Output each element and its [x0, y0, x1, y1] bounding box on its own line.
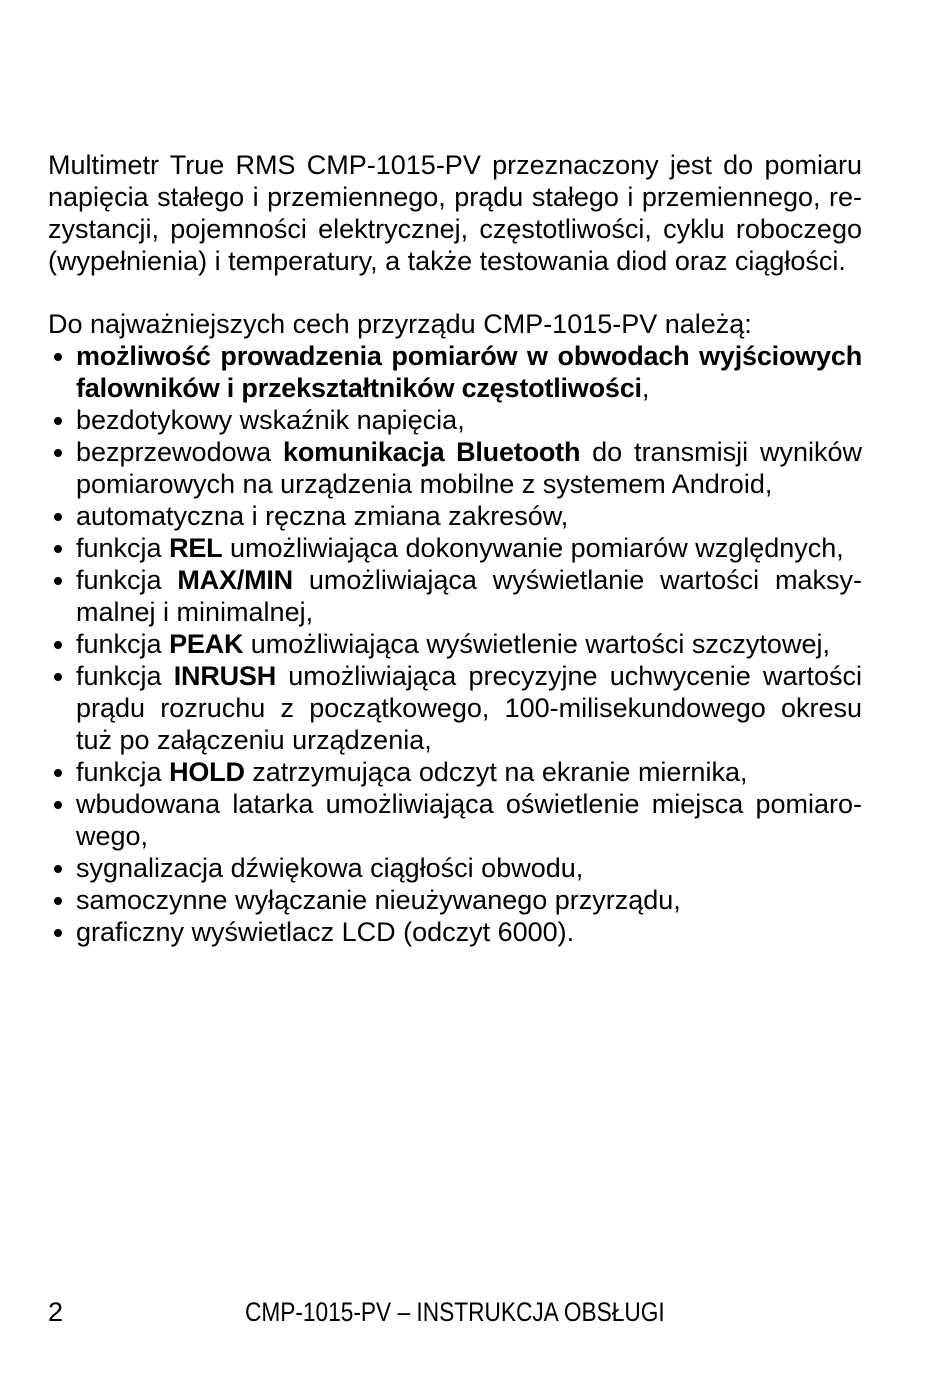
features-list: [48, 340, 862, 948]
text-line: prądu rozruchu z początkowego, 100-milisekundowego okresu: [76, 693, 862, 723]
text-line: bezdotykowy wskaźnik napięcia,: [76, 405, 465, 435]
bullet-icon: [54, 673, 62, 681]
text-line: automatyczna i ręczna zmiana zakresów,: [76, 501, 569, 531]
bullet-icon: [54, 353, 62, 361]
bullet-icon: [54, 897, 62, 905]
text-line: graficzny wyświetlacz LCD (odczyt 6000).: [76, 917, 575, 947]
intro-paragraph: [48, 149, 862, 277]
list-item: [48, 564, 862, 628]
paragraph-gap: [48, 277, 862, 308]
page-number: 2: [48, 1297, 64, 1327]
bullet-icon: [54, 865, 62, 873]
bullet-icon: [54, 417, 62, 425]
text-line: pomiarowych na urządzenia mobilne z systemem Android,: [76, 469, 773, 499]
list-item: [48, 756, 862, 788]
bullet-icon: [54, 577, 62, 585]
list-item: [48, 436, 862, 500]
bullet-icon: [54, 545, 62, 553]
text-line: sygnalizacja dźwiękowa ciągłości obwodu,: [76, 853, 584, 883]
page-content: [48, 149, 862, 948]
bullet-icon: [54, 801, 62, 809]
text-line: funkcja PEAK umożliwiająca wyświetlenie wartości szczytowej,: [76, 629, 830, 659]
list-item: [48, 916, 862, 948]
list-item: [48, 404, 862, 436]
footer-title: CMP-1015-PV – INSTRUKCJA OBSŁUGI: [245, 1297, 665, 1327]
text-line: funkcja INRUSH umożliwiająca precyzyjne uchwycenie wartości: [76, 661, 862, 691]
list-item: [48, 788, 862, 852]
text-line: napięcia stałego i przemiennego, prądu stałego i przemiennego, re-: [48, 182, 862, 212]
text-line: (wypełnienia) i temperatury, a także testowania diod oraz ciągłości.: [48, 246, 846, 276]
list-item: [48, 852, 862, 884]
list-item: [48, 628, 862, 660]
text-line: wbudowana latarka umożliwiająca oświetlenie miejsca pomiaro-: [76, 789, 862, 819]
bullet-icon: [54, 449, 62, 457]
list-item: [48, 532, 862, 564]
text-line: tuż po załączeniu urządzenia,: [76, 725, 432, 755]
list-item: [48, 340, 862, 404]
text-line: wego,: [76, 821, 149, 851]
features-heading: [48, 308, 862, 340]
text-line: zystancji, pojemności elektrycznej, częstotliwości, cyklu roboczego: [48, 214, 862, 244]
text-line: samoczynne wyłączanie nieużywanego przyrządu,: [76, 885, 681, 915]
bullet-icon: [54, 769, 62, 777]
list-item: [48, 884, 862, 916]
text-line: malnej i minimalnej,: [76, 597, 314, 627]
text-line: Multimetr True RMS CMP-1015-PV przeznaczony jest do pomiaru: [48, 150, 862, 180]
text-line: funkcja REL umożliwiająca dokonywanie pomiarów względnych,: [76, 533, 844, 563]
page-footer: [48, 1296, 862, 1328]
bullet-icon: [54, 929, 62, 937]
text-line: funkcja HOLD zatrzymująca odczyt na ekranie miernika,: [76, 757, 748, 787]
bullet-icon: [54, 641, 62, 649]
bullet-icon: [54, 513, 62, 521]
list-item: [48, 500, 862, 532]
text-line: Do najważniejszych cech przyrządu CMP-1015-PV należą:: [48, 309, 752, 339]
text-line: funkcja MAX/MIN umożliwiająca wyświetlanie wartości maksy-: [76, 565, 862, 595]
text-line: możliwość prowadzenia pomiarów w obwodach wyjściowych: [76, 341, 862, 371]
text-line: bezprzewodowa komunikacja Bluetooth do transmisji wyników: [76, 437, 862, 467]
list-item: [48, 660, 862, 756]
text-line: falowników i przekształtników częstotliwości,: [76, 373, 650, 403]
